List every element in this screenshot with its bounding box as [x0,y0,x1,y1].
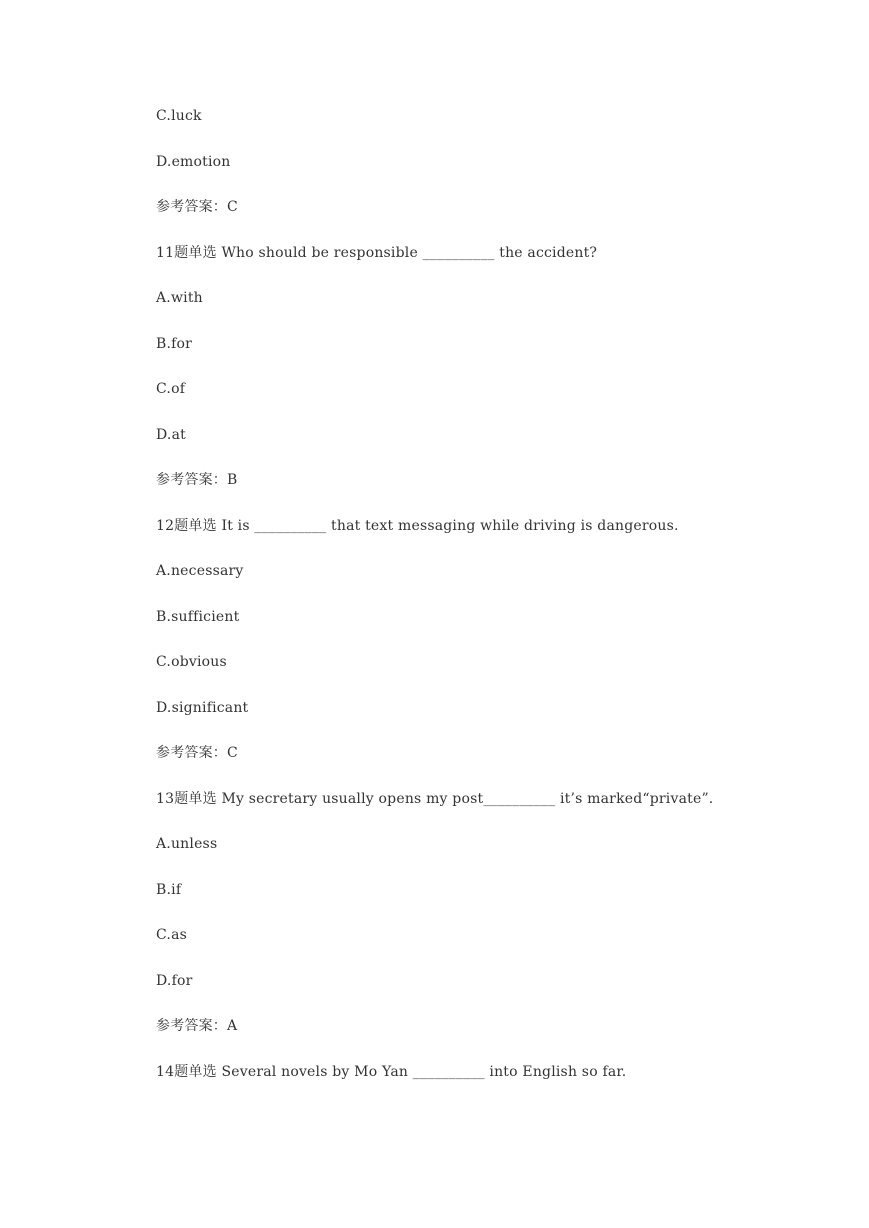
q13-option-b: B.if [156,882,182,898]
q11-option-a: A.with [156,290,203,306]
q12-option-a: A.necessary [156,563,244,579]
q12-option-b: B.sufficient [156,609,240,625]
question-13: 13题单选 My secretary usually opens my post__________ it’s marked“private”. [156,791,714,807]
option-d-emotion: D.emotion [156,154,231,170]
q11-option-c: C.of [156,381,186,397]
answer-13: 参考答案：A [156,1018,238,1034]
question-14: 14题单选 Several novels by Mo Yan __________ into English so far. [156,1064,627,1080]
q13-option-d: D.for [156,973,193,989]
answer-11: 参考答案：B [156,472,238,488]
q13-option-c: C.as [156,927,187,943]
q11-option-b: B.for [156,336,193,352]
answer-10: 参考答案：C [156,199,238,215]
q13-option-a: A.unless [156,836,218,852]
question-11: 11题单选 Who should be responsible __________ the accident? [156,245,598,261]
q12-option-d: D.significant [156,700,249,716]
answer-12: 参考答案：C [156,745,238,761]
q12-option-c: C.obvious [156,654,227,670]
question-12: 12题单选 It is __________ that text messaging while driving is dangerous. [156,518,679,534]
option-c-luck: C.luck [156,108,202,124]
q11-option-d: D.at [156,427,186,443]
